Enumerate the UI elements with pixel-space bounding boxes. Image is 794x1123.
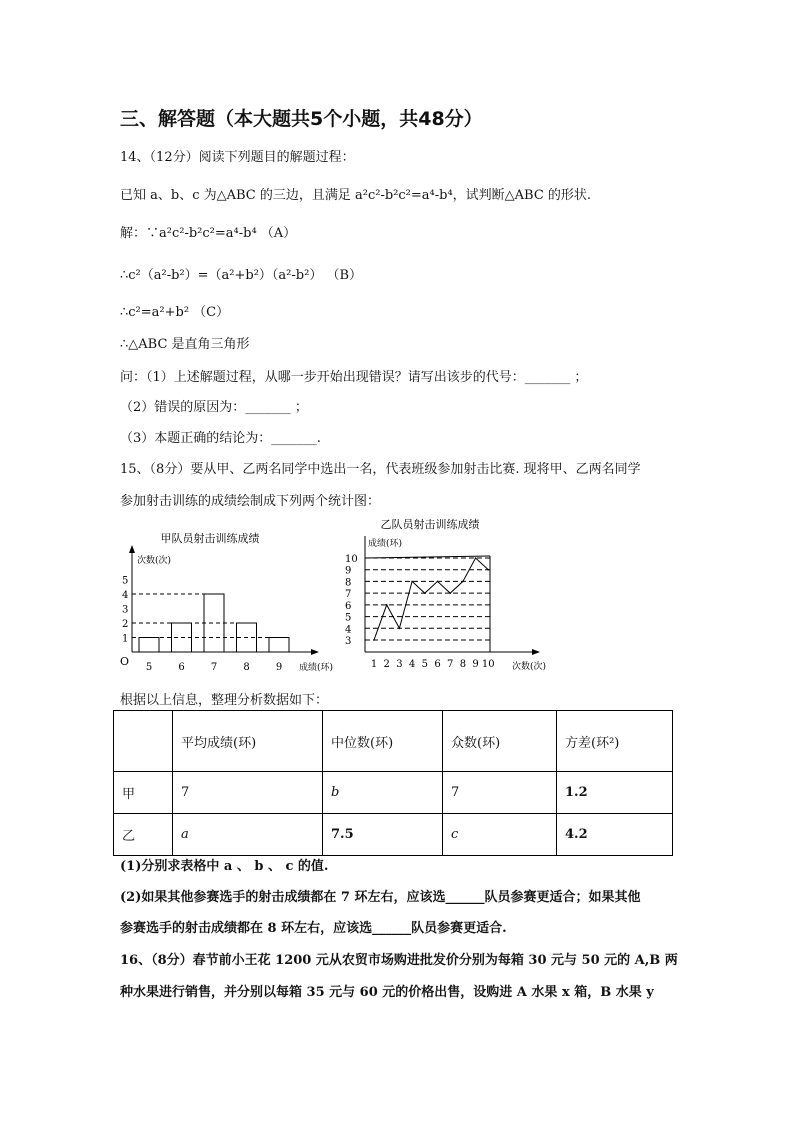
q14-step-c: ∴c²=a²+b² （C） (120, 305, 230, 320)
chart-jia-xlabel: 成绩(环) (299, 663, 334, 673)
chart-jia-y-tick-label: 3 (122, 604, 129, 616)
chart-yi-point (424, 592, 426, 594)
chart-jia-bar (139, 638, 159, 653)
q15-intro-1: 15、（8分）要从甲、乙两名同学中选出一名，代表班级参加射击比赛. 现将甲、乙两名同学 (120, 462, 641, 477)
table-cell: 7 (443, 772, 557, 814)
chart-jia-x-tick-label: 5 (145, 662, 153, 673)
table-cell: 乙 (114, 814, 173, 856)
section-title: 三、解答题（本大题共5个小题，共48分） (120, 108, 483, 130)
chart-yi-xlabel: 次数(次) (512, 662, 547, 672)
q14-step-b: ∴c²（a²-b²）=（a²+b²）（a²-b²） （B） (120, 268, 363, 283)
q16-line-2: 种水果进行销售，并分别以每箱 35 元与 60 元的价格出售，设购进 A 水果 x 箱，B 水果 y (120, 985, 654, 1000)
chart-jia-bar (269, 638, 289, 653)
chart-yi-x-tick-label: 3 (396, 659, 403, 670)
chart-yi-x-tick-label: 10 (481, 659, 495, 670)
table-cell: 甲 (114, 772, 173, 814)
chart-yi-x-tick-label: 4 (408, 659, 416, 670)
table-cell: c (443, 814, 557, 856)
q14-intro: 14、（12分）阅读下列题目的解题过程： (120, 150, 355, 165)
chart-jia-y-tick-label: 2 (122, 619, 129, 630)
chart-jia-y-tick-label: 5 (122, 575, 129, 587)
chart-yi-point (437, 581, 439, 583)
chart-jia-x-tick-label: 9 (275, 662, 283, 673)
chart-jia-ylabel: 次数(次) (137, 556, 172, 566)
q14-step-d: ∴△ABC 是直角三角形 (120, 337, 250, 352)
table-cell: 1.2 (557, 772, 673, 814)
chart-jia-bar (115, 525, 340, 675)
table-cell: 7 (173, 772, 323, 814)
chart-yi-point (386, 604, 388, 606)
chart-yi-y-tick-label: 3 (345, 636, 352, 647)
chart-yi-y-tick-label: 6 (345, 600, 352, 612)
chart-yi-series-line (374, 558, 488, 640)
chart-yi-y-tick-label: 4 (345, 624, 352, 636)
chart-jia-y-tick-label: 4 (122, 590, 129, 601)
chart-yi-point (373, 639, 375, 641)
table-cell: b (323, 772, 443, 814)
chart-yi-x-tick-label: 6 (434, 659, 441, 670)
stats-table (113, 710, 673, 856)
chart-yi-x-tick-label: 2 (383, 659, 390, 670)
chart-yi-line (340, 514, 555, 674)
chart-yi-y-tick-label: 7 (345, 589, 352, 601)
chart-yi-point (475, 557, 477, 559)
chart-jia-x-arrow (311, 649, 319, 655)
q14-ask-2: （2）错误的原因为：_______ ； (120, 400, 308, 415)
table-header-cell: 中位数(环) (323, 711, 443, 772)
chart-jia-origin: O (120, 655, 130, 668)
chart-yi-y-tick-label: 8 (345, 577, 352, 589)
chart-yi-point (399, 627, 401, 629)
table-cell: 7.5 (323, 814, 443, 856)
q14-ask-3: （3）本题正确的结论为：_______. (120, 431, 321, 446)
q15-sub-2-2: 参赛选手的射击成绩都在 8 环左右，应该选______队员参赛更适合. (120, 921, 507, 936)
chart-yi-x-tick-label: 8 (459, 659, 467, 670)
chart-jia-x-tick-label: 7 (210, 662, 218, 673)
table-header-cell: 平均成绩(环) (173, 711, 323, 772)
chart-jia-bar (204, 594, 224, 652)
chart-yi-y-tick-label: 5 (345, 612, 352, 624)
chart-yi-x-tick-label: 9 (472, 659, 479, 670)
chart-yi-y-tick-label: 9 (345, 565, 352, 577)
table-header-cell (114, 711, 173, 772)
chart-yi-y-tick-label: 10 (345, 554, 358, 565)
chart-yi-point (462, 581, 464, 583)
table-header-cell: 众数(环) (443, 711, 557, 772)
table-row (114, 814, 673, 856)
chart-yi-x-arrow (532, 649, 540, 655)
q15-sub-2-1: (2)如果其他参赛选手的射击成绩都在 7 环左右，应该选______队员参赛更适合；如果其他 (120, 890, 641, 905)
table-row (114, 772, 673, 814)
chart-yi-point (449, 592, 451, 594)
table-header-cell: 方差(环²) (557, 711, 673, 772)
chart-jia-x-tick-label: 6 (178, 662, 185, 673)
table-cell: 4.2 (557, 814, 673, 856)
q16-line-1: 16、（8分）春节前小王花 1200 元从农贸市场购进批发价分别为每箱 30 元与 50 元的 A,B 两 (120, 953, 678, 968)
chart-yi-x-tick-label: 7 (447, 659, 454, 670)
chart-yi-point (488, 569, 490, 571)
chart-jia-title: 甲队员射击训练成绩 (160, 532, 260, 545)
chart-jia-y-arrow (129, 545, 135, 553)
table-header-row (114, 711, 673, 772)
chart-yi-point (411, 581, 413, 583)
chart-yi-ylabel: 成绩(环) (368, 539, 403, 549)
chart-yi-title: 乙队员射击训练成绩 (380, 518, 480, 531)
q15-sub-1: (1)分别求表格中 a 、 b 、 c 的值. (120, 859, 329, 874)
chart-jia-y-tick-label: 1 (122, 633, 129, 645)
chart-yi-x-tick-label: 1 (370, 659, 378, 670)
q14-given: 已知 a、b、c 为△ABC 的三边，且满足 a²c²-b²c²=a⁴-b⁴，试判断△ABC 的形状. (120, 188, 592, 203)
q15-intro-2: 参加射击训练的成绩绘制成下列两个统计图： (120, 494, 381, 509)
chart-yi-x-tick-label: 5 (421, 659, 428, 670)
q15-after-charts: 根据以上信息，整理分析数据如下： (120, 693, 329, 708)
table-cell: a (173, 814, 323, 856)
q14-ask-1: 问：（1）上述解题过程，从哪一步开始出现错误？请写出该步的代号：_______ ； (120, 370, 588, 385)
q14-step-a: 解：∵a²c²-b²c²=a⁴-b⁴ （A） (120, 226, 297, 241)
chart-jia-x-tick-label: 8 (243, 662, 250, 673)
